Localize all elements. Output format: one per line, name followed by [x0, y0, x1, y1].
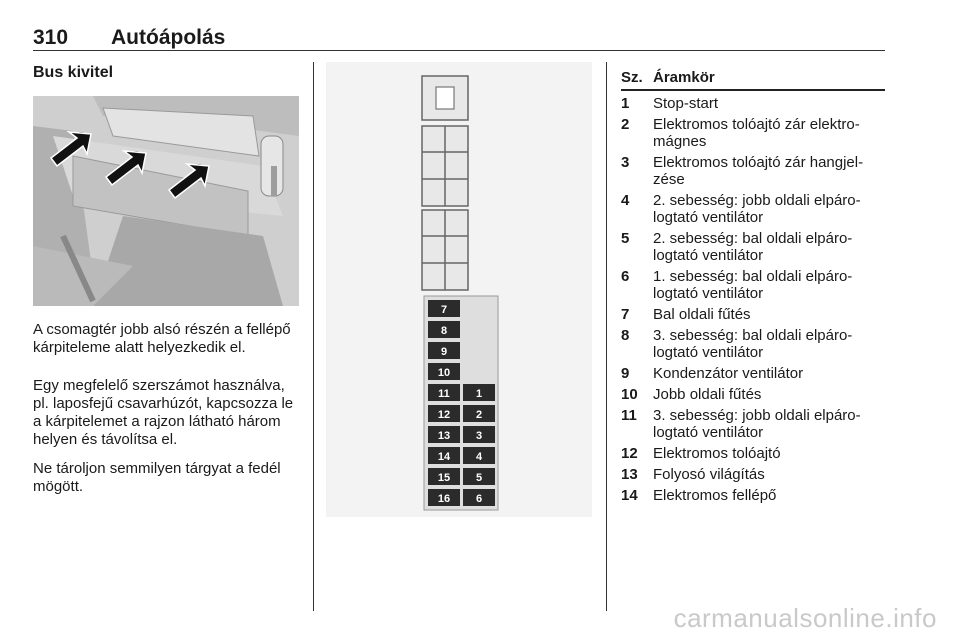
fuse-2 — [463, 405, 495, 422]
fuse-6 — [463, 489, 495, 506]
fuse-5 — [463, 468, 495, 485]
paragraph: A csomagtér jobb alsó részén a fellépő kárpiteleme alatt helyezkedik el. — [33, 321, 291, 356]
fuse-11 — [428, 384, 460, 401]
fuse-number: 12 — [621, 445, 638, 462]
fuse-layout — [326, 62, 592, 517]
fuse-label: 16 — [437, 493, 451, 505]
watermark: carmanualsonline.info — [673, 603, 937, 633]
fuse-number: 13 — [621, 466, 638, 483]
table-row — [621, 150, 885, 188]
fuse-label: 2 — [475, 409, 483, 421]
table-row — [621, 264, 885, 302]
fuse-label: 7 — [440, 304, 448, 316]
fuse-12 — [428, 405, 460, 422]
fuse-4 — [463, 447, 495, 464]
fuse-label: 14 — [437, 451, 451, 463]
circuit-description: Elektromos fellépő — [653, 487, 777, 504]
fuse-number: 14 — [621, 487, 638, 504]
fuse-number: 11 — [621, 407, 637, 424]
column-divider — [313, 62, 314, 611]
circuit-description: 3. sebesség: jobb oldali elpáro-logtató ventilátor — [653, 407, 861, 441]
fuse-number: 1 — [621, 95, 630, 112]
trunk-panel-photo — [33, 96, 299, 306]
table-row — [621, 462, 885, 483]
fuse-number: 8 — [621, 327, 630, 344]
chapter-title: Autóápolás — [111, 26, 226, 49]
circuit-description: Folyosó világítás — [653, 466, 765, 483]
table-row — [621, 323, 885, 361]
fuse-label: 8 — [440, 325, 448, 337]
fuse-number: 5 — [621, 230, 630, 247]
section-title: Bus kivitel — [33, 64, 114, 81]
fuse-table — [621, 62, 885, 504]
fuse-label: 12 — [437, 409, 451, 421]
fuse-label: 5 — [475, 472, 483, 484]
circuit-description: Elektromos tolóajtó zár hangjel-zése — [653, 154, 864, 188]
circuit-description: 1. sebesség: bal oldali elpáro-logtató ventilátor — [653, 268, 853, 302]
fuse-number: 4 — [621, 192, 630, 209]
fuse-label: 9 — [440, 346, 448, 358]
fuse-15 — [428, 468, 460, 485]
circuit-description: Elektromos tolóajtó — [653, 445, 781, 462]
table-row — [621, 361, 885, 382]
fuse-number: 6 — [621, 268, 630, 285]
circuit-description: 2. sebesség: jobb oldali elpáro-logtató ventilátor — [653, 192, 861, 226]
fuse-8 — [428, 321, 460, 338]
fuse-9 — [428, 342, 460, 359]
table-row — [621, 226, 885, 264]
fuse-label: 6 — [475, 493, 483, 505]
circuit-description: Stop-start — [653, 95, 719, 112]
circuit-description: Elektromos tolóajtó zár elektro-mágnes — [653, 116, 860, 150]
fuse-label: 1 — [475, 388, 483, 400]
paragraph: Ne tároljon semmilyen tárgyat a fedél mögött. — [33, 460, 281, 495]
left-column — [33, 62, 299, 495]
circuit-description: Jobb oldali fűtés — [653, 386, 762, 403]
fuse-3 — [463, 426, 495, 443]
fuse-16 — [428, 489, 460, 506]
fuse-box-diagram — [326, 62, 592, 517]
table-row — [621, 382, 885, 403]
fuse-number: 7 — [621, 306, 630, 323]
col-number-header: Sz. — [621, 69, 643, 86]
fuse-10 — [428, 363, 460, 380]
fuse-number: 2 — [621, 116, 630, 133]
fuse-number: 3 — [621, 154, 630, 171]
col-circuit-header: Áramkör — [653, 69, 715, 86]
fuse-number: 10 — [621, 386, 638, 403]
fuse-label: 15 — [437, 472, 451, 484]
fuse-label: 13 — [437, 430, 451, 442]
page-number: 310 — [33, 26, 69, 49]
table-row — [621, 188, 885, 226]
fuse-7 — [428, 300, 460, 317]
page-header — [33, 12, 885, 51]
table-row — [621, 483, 885, 504]
circuit-description: 3. sebesség: bal oldali elpáro-logtató ventilátor — [653, 327, 853, 361]
table-row — [621, 403, 885, 441]
circuit-description: Bal oldali fűtés — [653, 306, 751, 323]
table-header — [621, 62, 885, 91]
paragraph: Egy megfelelő szerszámot használva, pl. laposfejű csavarhúzót, kapcsozza le a kárpitelemet a rajzon látható három helyen és távolítsa el. — [33, 377, 294, 448]
fuse-13 — [428, 426, 460, 443]
fuse-label: 3 — [475, 430, 483, 442]
table-row — [621, 441, 885, 462]
table-row — [621, 91, 885, 112]
fuse-14 — [428, 447, 460, 464]
fuse-label: 4 — [475, 451, 483, 463]
fuse-number: 9 — [621, 365, 630, 382]
circuit-description: Kondenzátor ventilátor — [653, 365, 804, 382]
fuse-label: 11 — [438, 388, 450, 400]
column-divider — [606, 62, 607, 611]
circuit-description: 2. sebesség: bal oldali elpáro-logtató ventilátor — [653, 230, 853, 264]
fuse-label: 10 — [437, 367, 451, 379]
table-row — [621, 302, 885, 323]
table-row — [621, 112, 885, 150]
fuse-1 — [463, 384, 495, 401]
